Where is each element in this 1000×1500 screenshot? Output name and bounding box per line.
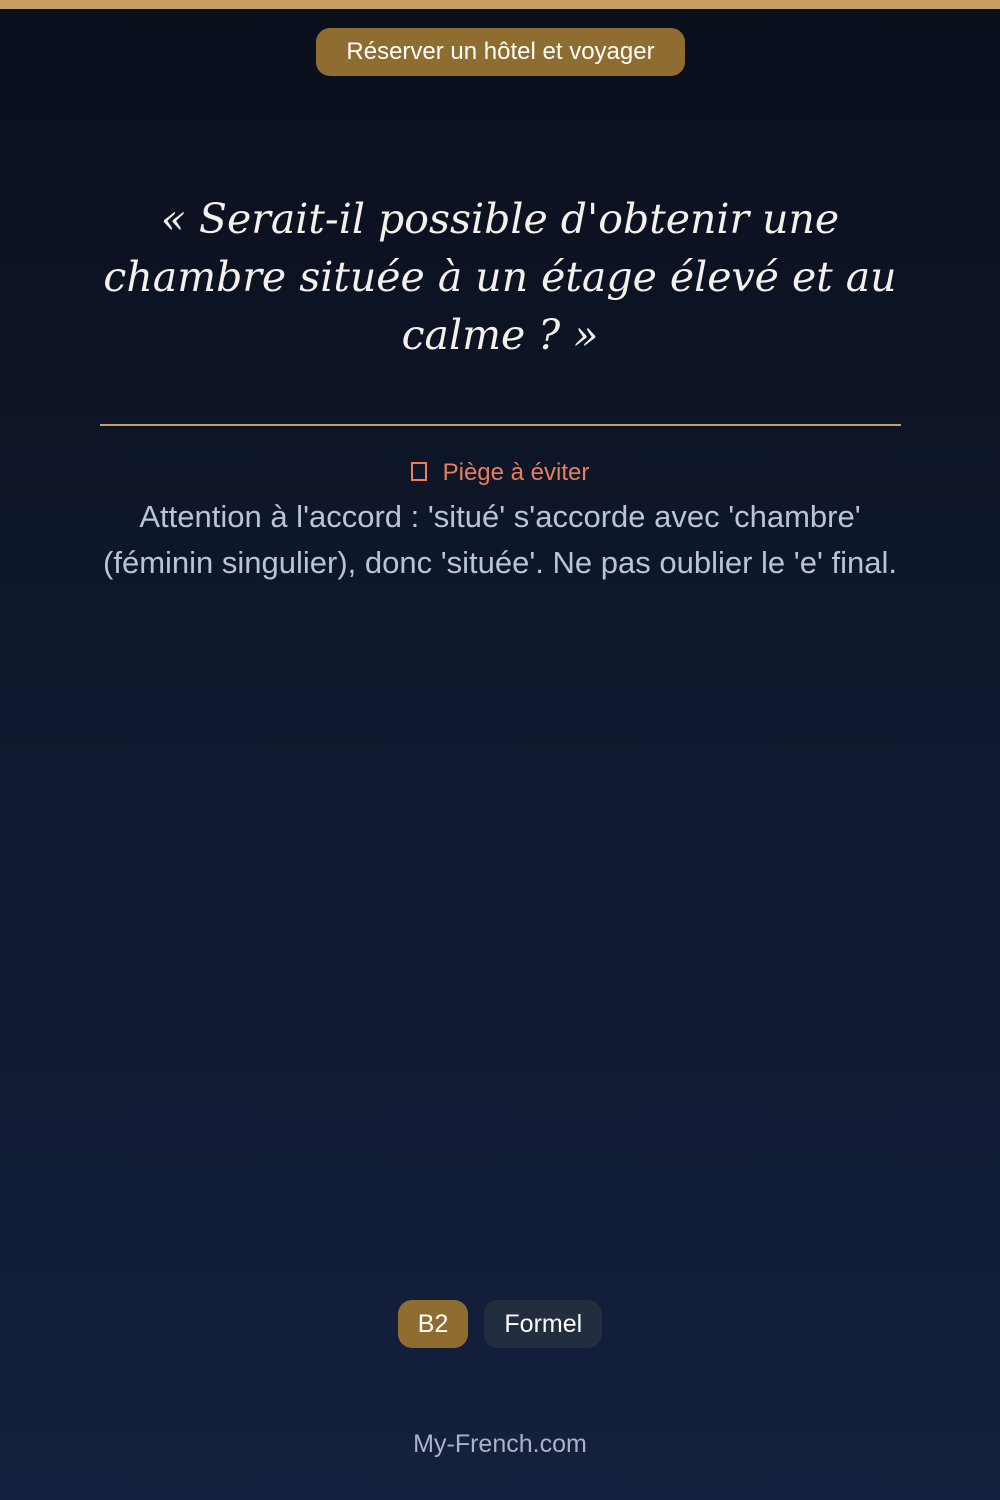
french-phrase: « Serait-il possible d'obtenir une chambre située à un étage élevé et au calme ? » [103,195,897,359]
top-accent-bar [0,0,1000,9]
level-tag: B2 [398,1300,469,1348]
category-badge: Réserver un hôtel et voyager [316,28,685,76]
warning-icon [411,462,427,481]
tag-list [0,1300,1000,1348]
site-footer: My-French.com [413,1430,587,1458]
register-tag: Formel [484,1300,602,1348]
divider [100,424,901,426]
tip-title: Piège à éviter [442,459,590,486]
tip-heading [100,456,900,490]
tip-text: Attention à l'accord : 'situé' s'accorde avec 'chambre' (féminin singulier), donc 'située'. Ne pas oublier le 'e' final. [103,499,897,580]
